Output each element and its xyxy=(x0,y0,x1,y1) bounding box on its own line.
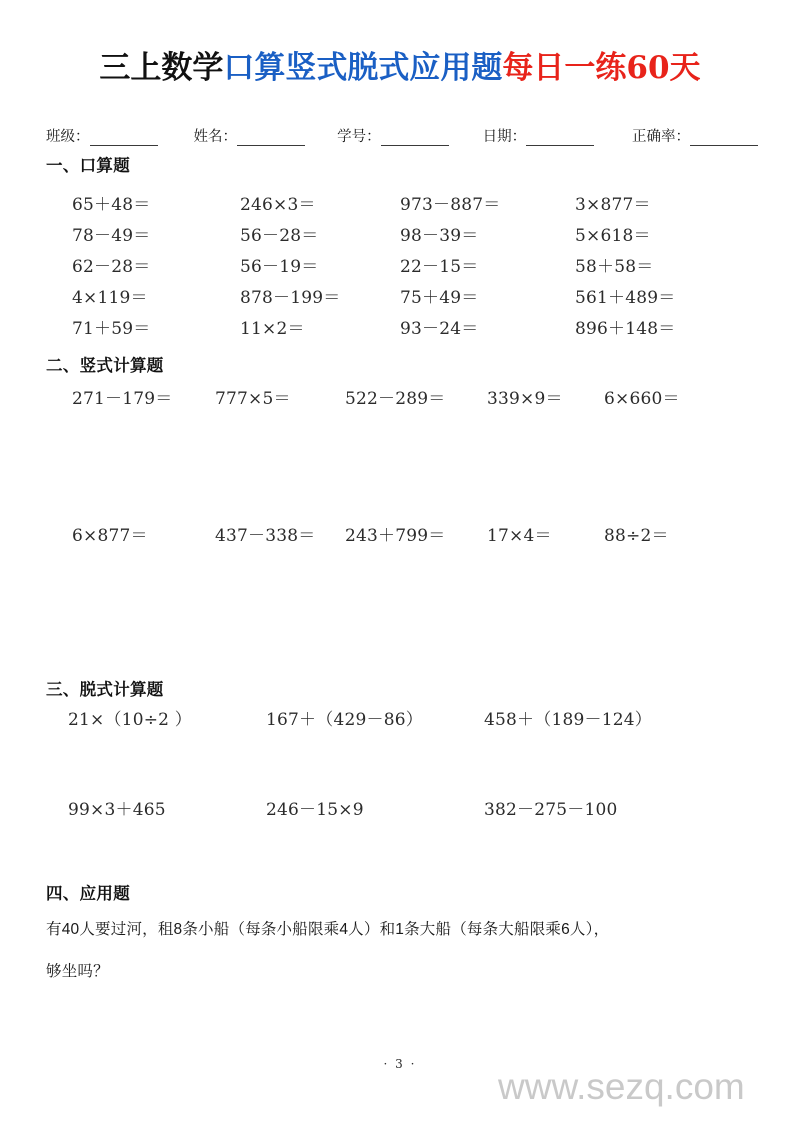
accuracy-label: 正确率： xyxy=(632,129,690,145)
vertical-item-r2-c1: 6×877＝ xyxy=(72,526,148,546)
oral-item-c2-r3: 56－19＝ xyxy=(240,257,319,277)
oral-item-c2-r5: 11×2＝ xyxy=(240,319,305,339)
field-student-id xyxy=(337,128,449,146)
vertical-item-r1-c3: 522－289＝ xyxy=(345,389,446,409)
oral-item-c1-r3: 62－28＝ xyxy=(72,257,151,277)
oral-item-c1-r2: 78－49＝ xyxy=(72,226,151,246)
oral-item-c2-r4: 878－199＝ xyxy=(240,288,341,308)
oral-item-c4-r4: 561＋489＝ xyxy=(575,288,676,308)
oral-item-c3-r5: 93－24＝ xyxy=(400,319,479,339)
section-heading-oral-math: 一、口算题 xyxy=(46,157,130,175)
expression-item-r2-c2: 246－15×9 xyxy=(266,800,364,820)
expression-item-r1-c1: 21×（10÷2 ） xyxy=(68,710,192,730)
oral-item-c1-r5: 71＋59＝ xyxy=(72,319,151,339)
word-problem-line-1: 有40人要过河，租8条小船（每条小船限乘4人）和1条大船（每条大船限乘6人）， xyxy=(46,921,610,938)
page-title xyxy=(0,48,800,88)
student-id-input[interactable] xyxy=(381,130,449,146)
name-input[interactable] xyxy=(237,130,305,146)
page-title-segment-subject: 三上数学 xyxy=(99,50,224,86)
page-number: · 3 · xyxy=(383,1057,417,1071)
section-heading-expression-calc: 三、脱式计算题 xyxy=(46,681,164,699)
date-label: 日期： xyxy=(482,129,527,145)
class-label: 班级： xyxy=(46,129,90,145)
expression-item-r2-c1: 99×3＋465 xyxy=(68,800,166,820)
oral-item-c3-r2: 98－39＝ xyxy=(400,226,479,246)
expression-item-r1-c2: 167＋（429－86） xyxy=(266,710,423,730)
vertical-item-r1-c2: 777×5＝ xyxy=(215,389,291,409)
oral-item-c2-r2: 56－28＝ xyxy=(240,226,319,246)
oral-item-c4-r3: 58＋58＝ xyxy=(575,257,654,277)
vertical-item-r2-c4: 17×4＝ xyxy=(487,526,552,546)
oral-item-c3-r4: 75＋49＝ xyxy=(400,288,479,308)
date-input[interactable] xyxy=(526,130,594,146)
oral-item-c4-r1: 3×877＝ xyxy=(575,195,651,215)
site-watermark: www.sezq.com xyxy=(498,1066,745,1107)
oral-item-c2-r1: 246×3＝ xyxy=(240,195,316,215)
oral-item-c3-r3: 22－15＝ xyxy=(400,257,479,277)
student-id-label: 学号： xyxy=(337,129,381,145)
name-label: 姓名： xyxy=(193,129,237,145)
oral-item-c1-r1: 65＋48＝ xyxy=(72,195,151,215)
field-name xyxy=(193,128,305,146)
field-class xyxy=(46,128,158,146)
word-problem-line-2: 够坐吗？ xyxy=(46,963,109,980)
vertical-item-r2-c3: 243＋799＝ xyxy=(345,526,446,546)
class-input[interactable] xyxy=(90,130,158,146)
section-heading-vertical-calc: 二、竖式计算题 xyxy=(46,357,164,375)
oral-item-c4-r5: 896＋148＝ xyxy=(575,319,676,339)
page-title-segment-promo: 每日一练60天 xyxy=(502,50,701,86)
oral-item-c4-r2: 5×618＝ xyxy=(575,226,651,246)
page-title-segment-topics: 口算竖式脱式应用题 xyxy=(223,50,503,86)
vertical-item-r2-c2: 437－338＝ xyxy=(215,526,316,546)
oral-item-c1-r4: 4×119＝ xyxy=(72,288,148,308)
field-date xyxy=(483,128,595,146)
vertical-item-r2-c5: 88÷2＝ xyxy=(604,526,669,546)
field-accuracy xyxy=(632,128,758,146)
accuracy-input[interactable] xyxy=(690,130,758,146)
oral-item-c3-r1: 973－887＝ xyxy=(400,195,501,215)
section-heading-word-problem: 四、应用题 xyxy=(46,885,130,903)
vertical-item-r1-c4: 339×9＝ xyxy=(487,389,563,409)
vertical-item-r1-c5: 6×660＝ xyxy=(604,389,680,409)
student-info-row xyxy=(46,122,758,146)
vertical-item-r1-c1: 271－179＝ xyxy=(72,389,173,409)
expression-item-r2-c3: 382－275－100 xyxy=(484,800,618,820)
expression-item-r1-c3: 458＋（189－124） xyxy=(484,710,652,730)
